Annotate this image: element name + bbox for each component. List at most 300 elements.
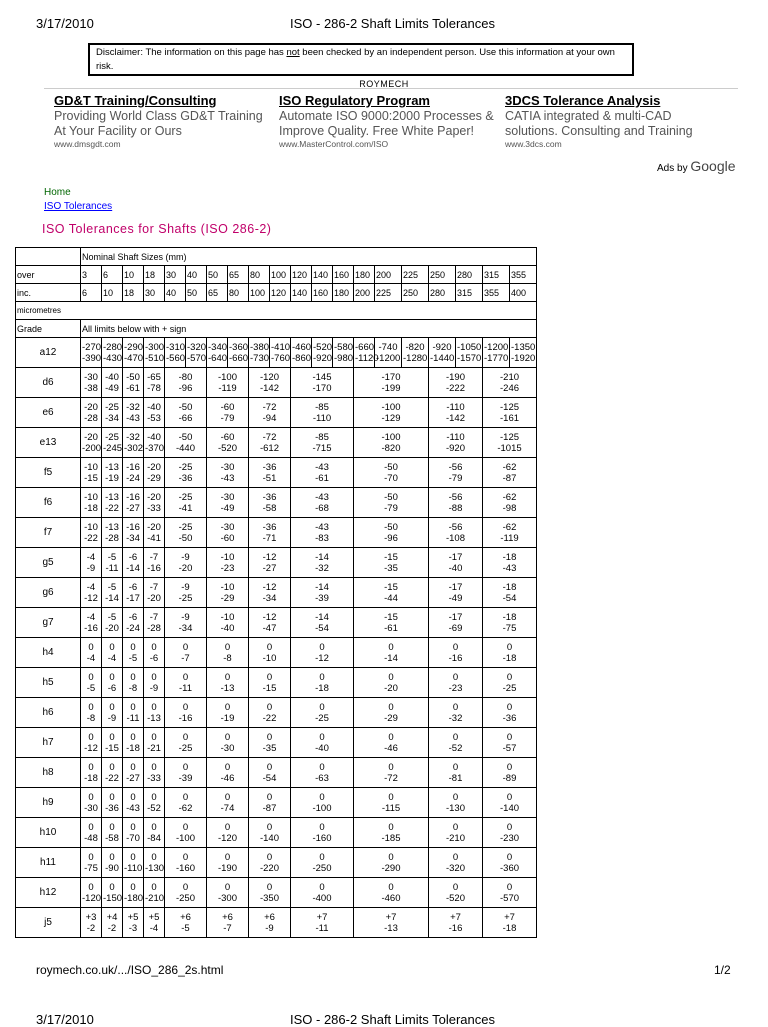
lower-limit: -43 — [502, 562, 517, 574]
over-size-cell: 80 — [249, 266, 270, 284]
upper-limit: -5 — [107, 551, 117, 563]
upper-limit: 0 — [319, 701, 325, 713]
limit-cell — [291, 728, 354, 758]
upper-limit: -660 — [355, 341, 375, 353]
limit-cell — [102, 848, 123, 878]
lower-limit: -46 — [220, 772, 235, 784]
lower-limit: -9 — [107, 712, 117, 724]
grade-name: h12 — [16, 878, 81, 908]
lower-limit: -39 — [315, 592, 329, 604]
upper-limit: +7 — [316, 911, 328, 923]
limit-cell — [123, 758, 144, 788]
lower-limit: -115 — [381, 802, 401, 814]
limit-cell — [144, 338, 165, 368]
upper-limit: -30 — [84, 371, 98, 383]
limit-cell — [249, 608, 291, 638]
limit-cell — [102, 488, 123, 518]
limit-cell — [354, 728, 429, 758]
lower-limit: -510 — [145, 352, 165, 364]
over-size-cell: 50 — [207, 266, 228, 284]
upper-limit: 0 — [319, 791, 325, 803]
limit-cell — [81, 338, 102, 368]
limit-cell — [207, 398, 249, 428]
ads-by-google[interactable] — [657, 158, 736, 174]
lower-limit: -49 — [448, 592, 463, 604]
lower-limit: -8 — [223, 652, 232, 664]
grade-row-h8 — [16, 758, 537, 788]
grade-row-h9 — [16, 788, 537, 818]
google-logo-text: Google — [690, 158, 736, 174]
limit-cell — [483, 728, 537, 758]
lower-limit: -140 — [259, 832, 279, 844]
upper-limit: -25 — [178, 491, 193, 503]
upper-limit: 0 — [88, 761, 94, 773]
limit-cell — [207, 698, 249, 728]
upper-limit: 0 — [109, 641, 115, 653]
lower-limit: -27 — [126, 772, 140, 784]
lower-limit: -18 — [84, 502, 98, 514]
limit-cell — [483, 578, 537, 608]
limit-cell — [123, 848, 144, 878]
limit-cell — [165, 758, 207, 788]
limit-cell — [207, 608, 249, 638]
inc-size-cell: 120 — [270, 284, 291, 302]
over-size-cell: 65 — [228, 266, 249, 284]
grade-header-row — [16, 320, 537, 338]
lower-limit: -29 — [220, 592, 235, 604]
upper-limit: -56 — [448, 491, 463, 503]
upper-limit: -5 — [107, 581, 117, 593]
upper-limit: -30 — [220, 461, 235, 473]
lower-limit: -460 — [381, 892, 401, 904]
lower-limit: -5 — [86, 682, 96, 694]
ad-title[interactable]: 3DCS Tolerance Analysis — [505, 93, 661, 108]
limit-cell — [81, 458, 102, 488]
limit-cell — [207, 848, 249, 878]
inc-size-cell: 100 — [249, 284, 270, 302]
lower-limit: -30 — [220, 742, 235, 754]
lower-limit: -250 — [175, 892, 195, 904]
lower-limit: -36 — [105, 802, 119, 814]
lower-limit: -320 — [445, 862, 465, 874]
upper-limit: 0 — [452, 821, 459, 833]
limit-cell — [291, 548, 354, 578]
upper-limit: -36 — [262, 521, 277, 533]
limit-cell — [291, 758, 354, 788]
ad-title[interactable]: ISO Regulatory Program — [279, 93, 430, 108]
upper-limit: 0 — [151, 701, 157, 713]
ad-body: CATIA integrated & multi-CAD solutions. Consulting and Training — [505, 109, 693, 138]
limit-cell — [207, 728, 249, 758]
lower-limit: -69 — [448, 622, 463, 634]
limit-cell — [375, 338, 402, 368]
limit-cell — [102, 728, 123, 758]
upper-limit: 0 — [506, 881, 513, 893]
over-size-cell: 140 — [312, 266, 333, 284]
upper-limit: -25 — [105, 401, 119, 413]
upper-limit: +4 — [106, 911, 118, 923]
grade-row-f5 — [16, 458, 537, 488]
lower-limit: -61 — [384, 622, 398, 634]
upper-limit: -1200 — [484, 341, 509, 353]
iso-tolerances-link[interactable]: ISO Tolerances — [44, 201, 113, 212]
lower-limit: -15 — [262, 682, 277, 694]
home-link[interactable]: Home — [44, 187, 71, 198]
upper-limit: 0 — [388, 851, 394, 863]
grade-name: g7 — [16, 608, 81, 638]
lower-limit: -140 — [500, 802, 520, 814]
site-name: ROYMECH — [359, 79, 409, 89]
limit-cell — [429, 398, 483, 428]
upper-limit: -210 — [500, 371, 520, 383]
limit-cell — [123, 878, 144, 908]
limit-cell — [81, 668, 102, 698]
lower-limit: -12 — [84, 742, 98, 754]
upper-limit: 0 — [452, 761, 459, 773]
lower-limit: -18 — [126, 742, 140, 754]
grade-name: e13 — [16, 428, 81, 458]
grade-name: h8 — [16, 758, 81, 788]
grade-name: h6 — [16, 698, 81, 728]
limit-cell — [165, 518, 207, 548]
limit-cell — [165, 818, 207, 848]
lower-limit: -22 — [105, 772, 119, 784]
limit-cell — [510, 338, 537, 368]
limit-cell — [207, 908, 249, 938]
lower-limit: -16 — [448, 652, 463, 664]
upper-limit: -18 — [502, 551, 517, 563]
over-size-cell: 225 — [402, 266, 429, 284]
units-row — [16, 302, 537, 320]
over-size-cell: 355 — [510, 266, 537, 284]
ad-url[interactable]: www.dmsgdt.com — [54, 139, 121, 149]
upper-limit: -1350 — [511, 341, 536, 353]
lower-limit: -222 — [445, 382, 465, 394]
lower-limit: -160 — [312, 832, 332, 844]
upper-limit: -1050 — [457, 341, 482, 353]
upper-limit: 0 — [109, 791, 115, 803]
over-size-cell: 280 — [456, 266, 483, 284]
upper-limit: +7 — [450, 911, 461, 923]
lower-limit: -300 — [217, 892, 237, 904]
lower-limit: -119 — [500, 532, 519, 544]
upper-limit: +6 — [264, 911, 275, 923]
limit-cell — [123, 668, 144, 698]
limit-cell — [291, 698, 354, 728]
lower-limit: -32 — [315, 562, 329, 574]
lower-limit: -100 — [312, 802, 332, 814]
ad-title[interactable]: GD&T Training/Consulting — [54, 93, 217, 108]
limit-cell — [207, 548, 249, 578]
grade-row-g6 — [16, 578, 537, 608]
lower-limit: -40 — [220, 622, 235, 634]
limit-cell — [207, 488, 249, 518]
limit-cell — [144, 878, 165, 908]
over-label: over — [16, 266, 81, 284]
grade-name: g5 — [16, 548, 81, 578]
upper-limit: -17 — [448, 581, 463, 593]
limit-cell — [354, 548, 429, 578]
limit-cell — [207, 338, 228, 368]
limit-cell — [429, 608, 483, 638]
limit-cell — [123, 338, 144, 368]
limit-cell — [123, 548, 144, 578]
over-size-cell: 250 — [429, 266, 456, 284]
limit-cell — [102, 668, 123, 698]
limit-cell — [102, 698, 123, 728]
limit-cell — [249, 848, 291, 878]
upper-limit: 0 — [109, 731, 115, 743]
over-size-cell: 160 — [333, 266, 354, 284]
limit-cell — [456, 338, 483, 368]
upper-limit: -17 — [448, 551, 463, 563]
upper-limit: 0 — [109, 761, 115, 773]
lower-limit: -5 — [128, 652, 138, 664]
upper-limit: 0 — [88, 791, 94, 803]
limit-cell — [102, 338, 123, 368]
limit-cell — [144, 818, 165, 848]
lower-limit: -58 — [105, 832, 119, 844]
limit-cell — [249, 758, 291, 788]
limit-cell — [102, 608, 123, 638]
table-title-row — [16, 248, 537, 266]
lower-limit: -83 — [315, 532, 329, 544]
over-size-cell: 3 — [81, 266, 102, 284]
lower-limit: -79 — [384, 502, 398, 514]
limit-cell — [483, 458, 537, 488]
limit-cell — [228, 338, 249, 368]
lower-limit: -36 — [502, 712, 517, 724]
ad-iso-regulatory[interactable] — [279, 93, 497, 150]
upper-limit: -72 — [262, 431, 277, 443]
upper-limit: -50 — [384, 521, 398, 533]
upper-limit: -14 — [315, 581, 329, 593]
limit-cell — [144, 848, 165, 878]
limit-cell — [429, 638, 483, 668]
lower-limit: -10 — [262, 652, 277, 664]
lower-limit: -43 — [126, 412, 140, 424]
lower-limit: -70 — [126, 832, 140, 844]
upper-limit: 0 — [506, 701, 513, 713]
upper-limit: 0 — [151, 761, 157, 773]
upper-limit: 0 — [506, 821, 513, 833]
lower-limit: -22 — [105, 502, 119, 514]
upper-limit: 0 — [452, 671, 459, 683]
lower-limit: -11 — [178, 682, 193, 694]
limit-cell — [291, 338, 312, 368]
ad-url[interactable]: www.MasterControl.com/ISO — [279, 139, 389, 149]
limit-cell — [81, 428, 102, 458]
upper-limit: -36 — [262, 491, 277, 503]
upper-limit: -170 — [381, 371, 401, 383]
limit-cell — [81, 518, 102, 548]
limit-cell — [429, 788, 483, 818]
lower-limit: -39 — [178, 772, 193, 784]
upper-limit: 0 — [130, 791, 136, 803]
upper-limit: -62 — [502, 461, 517, 473]
upper-limit: -12 — [262, 581, 277, 593]
inc-size-cell: 18 — [123, 284, 144, 302]
limit-cell — [249, 398, 291, 428]
lower-limit: -27 — [262, 562, 277, 574]
lower-limit: -210 — [145, 892, 165, 904]
limit-cell — [207, 788, 249, 818]
lower-limit: -920 — [445, 442, 465, 454]
lower-limit: -130 — [445, 802, 465, 814]
limit-cell — [165, 428, 207, 458]
lower-limit: -23 — [220, 562, 235, 574]
lower-limit: -190 — [217, 862, 237, 874]
lower-limit: -52 — [147, 802, 161, 814]
upper-limit: 0 — [151, 671, 157, 683]
lower-limit: -200 — [82, 442, 102, 454]
inc-size-cell: 180 — [333, 284, 354, 302]
limit-cell — [144, 698, 165, 728]
limit-cell — [354, 458, 429, 488]
lower-limit: -49 — [105, 382, 119, 394]
upper-limit: -32 — [126, 431, 140, 443]
lower-limit: -46 — [384, 742, 398, 754]
limit-cell — [123, 608, 144, 638]
upper-limit: -920 — [432, 341, 452, 353]
lower-limit: -98 — [502, 502, 517, 514]
upper-limit: -16 — [126, 491, 140, 503]
upper-limit: -15 — [384, 581, 398, 593]
limit-cell — [144, 458, 165, 488]
ad-gdt-training[interactable] — [54, 93, 272, 150]
lower-limit: -350 — [259, 892, 279, 904]
lower-limit: -94 — [262, 412, 277, 424]
limit-cell — [144, 758, 165, 788]
upper-limit: -10 — [220, 611, 235, 623]
limit-cell — [483, 668, 537, 698]
footer-page-number: 1/2 — [714, 963, 731, 977]
limit-cell — [165, 608, 207, 638]
upper-limit: -30 — [220, 491, 235, 503]
lower-limit: -20 — [384, 682, 398, 694]
upper-limit: 0 — [109, 881, 115, 893]
grade-name: j5 — [16, 908, 81, 938]
lower-limit: -142 — [259, 382, 279, 394]
lower-limit: -47 — [262, 622, 277, 634]
upper-limit: 0 — [109, 821, 115, 833]
lower-limit: -250 — [312, 862, 332, 874]
limit-cell — [81, 488, 102, 518]
limit-cell — [483, 338, 510, 368]
limit-cell — [207, 458, 249, 488]
limit-cell — [429, 698, 483, 728]
upper-limit: 0 — [151, 731, 157, 743]
upper-limit: 0 — [266, 701, 273, 713]
ad-body: Providing World Class GD&T Training At Your Facility or Ours — [54, 109, 263, 138]
upper-limit: -50 — [384, 461, 398, 473]
lower-limit: -15 — [84, 472, 98, 484]
lower-limit: -1200 — [376, 352, 401, 364]
lower-limit: -160 — [175, 862, 195, 874]
lower-limit: -35 — [384, 562, 398, 574]
grade-row-f6 — [16, 488, 537, 518]
upper-limit: -43 — [315, 461, 329, 473]
lower-limit: -33 — [147, 502, 161, 514]
lower-limit: -22 — [84, 532, 98, 544]
lower-limit: -980 — [334, 352, 354, 364]
limit-cell — [81, 728, 102, 758]
ad-3dcs-tolerance[interactable] — [505, 93, 723, 150]
lower-limit: -430 — [103, 352, 123, 364]
upper-limit: -15 — [384, 611, 398, 623]
lower-limit: -12 — [84, 592, 98, 604]
grade-row-g5 — [16, 548, 537, 578]
upper-limit: 0 — [88, 821, 94, 833]
limit-cell — [165, 878, 207, 908]
lower-limit: -18 — [84, 772, 98, 784]
limit-cell — [249, 368, 291, 398]
upper-limit: -7 — [149, 581, 159, 593]
next-page-date: 3/17/2010 — [36, 1012, 94, 1027]
limit-cell — [81, 908, 102, 938]
lower-limit: -18 — [502, 652, 517, 664]
limit-cell — [354, 518, 429, 548]
upper-limit: 0 — [130, 821, 136, 833]
upper-limit: 0 — [506, 641, 513, 653]
upper-limit: 0 — [506, 731, 513, 743]
grade-row-h10 — [16, 818, 537, 848]
limit-cell — [354, 818, 429, 848]
over-size-cell: 40 — [186, 266, 207, 284]
lower-limit: -57 — [502, 742, 517, 754]
disclaimer-text-start: Disclaimer: The information on this page has — [96, 47, 287, 58]
limit-cell — [249, 728, 291, 758]
upper-limit: -7 — [149, 611, 159, 623]
limit-cell — [165, 668, 207, 698]
lower-limit: -9 — [86, 562, 96, 574]
inc-size-cell: 280 — [429, 284, 456, 302]
limit-cell — [429, 728, 483, 758]
upper-limit: 0 — [388, 821, 394, 833]
limit-cell — [165, 338, 186, 368]
upper-limit: 0 — [109, 701, 115, 713]
lower-limit: -185 — [381, 832, 401, 844]
upper-limit: 0 — [506, 851, 513, 863]
lower-limit: -66 — [178, 412, 193, 424]
lower-limit: -96 — [384, 532, 398, 544]
lower-limit: -230 — [500, 832, 520, 844]
inc-size-cell: 355 — [483, 284, 510, 302]
limit-cell — [429, 668, 483, 698]
limit-cell — [429, 758, 483, 788]
upper-limit: 0 — [130, 641, 136, 653]
lower-limit: -96 — [178, 382, 193, 394]
ad-url[interactable]: www.3dcs.com — [505, 139, 562, 149]
limit-cell — [249, 788, 291, 818]
upper-limit: -4 — [86, 611, 96, 623]
upper-limit: 0 — [182, 851, 189, 863]
lower-limit: -61 — [315, 472, 329, 484]
upper-limit: 0 — [151, 821, 157, 833]
upper-limit: -10 — [84, 491, 98, 503]
upper-limit: 0 — [224, 791, 231, 803]
grade-row-f7 — [16, 518, 537, 548]
lower-limit: -612 — [259, 442, 279, 454]
lower-limit: -43 — [220, 472, 235, 484]
lower-limit: -9 — [149, 682, 159, 694]
upper-limit: -43 — [315, 491, 329, 503]
upper-limit: -20 — [84, 401, 98, 413]
limit-cell — [333, 338, 354, 368]
upper-limit: 0 — [266, 731, 273, 743]
upper-limit: -9 — [181, 581, 190, 593]
lower-limit: -72 — [384, 772, 398, 784]
